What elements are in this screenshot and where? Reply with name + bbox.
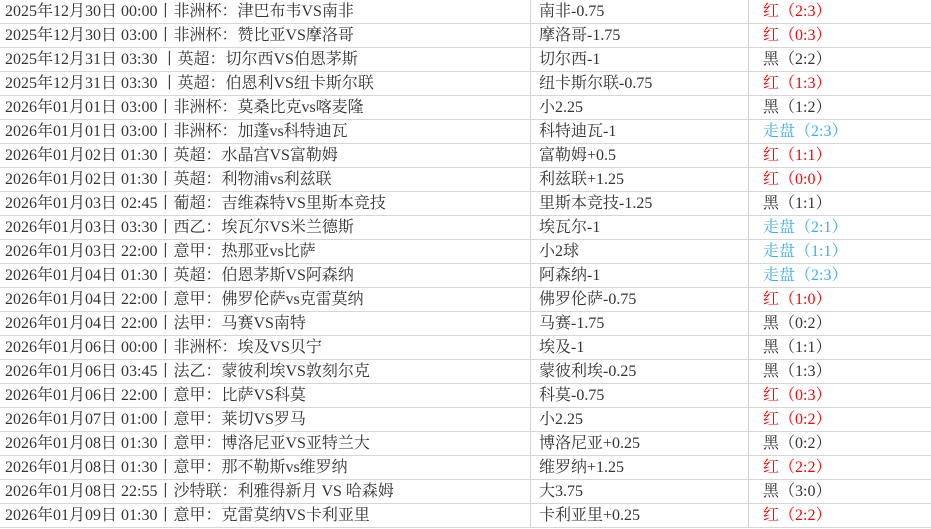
match-info-cell xyxy=(0,120,530,143)
result-cell xyxy=(748,48,931,71)
match-info-text: 2026年01月08日 22:55丨沙特联：利雅得新月 VS 哈森姆 xyxy=(5,483,394,500)
result-text: 红（1:1） xyxy=(763,147,832,164)
result-cell xyxy=(748,336,931,359)
result-text: 红（1:0） xyxy=(763,291,832,308)
result-cell xyxy=(748,120,931,143)
handicap-pick-cell xyxy=(530,168,748,191)
match-info-cell xyxy=(0,48,530,71)
handicap-pick-cell xyxy=(530,408,748,431)
handicap-pick-cell xyxy=(530,24,748,47)
table-row xyxy=(0,216,931,240)
result-cell xyxy=(748,144,931,167)
result-cell xyxy=(748,72,931,95)
table-row xyxy=(0,336,931,360)
match-info-cell xyxy=(0,312,530,335)
result-text: 黑（0:2） xyxy=(763,435,832,452)
match-info-text: 2026年01月04日 01:30丨英超：伯恩茅斯VS阿森纳 xyxy=(5,267,354,284)
match-info-cell xyxy=(0,144,530,167)
result-text: 红（0:2） xyxy=(763,411,832,428)
handicap-pick-cell xyxy=(530,120,748,143)
handicap-pick-cell xyxy=(530,240,748,263)
result-text: 黑（3:0） xyxy=(763,483,832,500)
handicap-pick-text: 埃及-1 xyxy=(539,339,585,356)
handicap-pick-text: 维罗纳+1.25 xyxy=(539,459,625,476)
match-info-text: 2026年01月01日 03:00丨非洲杯：莫桑比克vs喀麦隆 xyxy=(5,99,364,116)
match-info-text: 2026年01月03日 22:00丨意甲：热那亚vs比萨 xyxy=(5,243,316,260)
handicap-pick-cell xyxy=(530,504,748,527)
table-row xyxy=(0,120,931,144)
result-text: 走盘（2:3） xyxy=(763,123,848,140)
match-info-cell xyxy=(0,480,530,503)
result-text: 黑（2:2） xyxy=(763,51,832,68)
match-info-cell xyxy=(0,168,530,191)
handicap-pick-text: 科莫-0.75 xyxy=(539,387,605,404)
handicap-pick-cell xyxy=(530,144,748,167)
table-row xyxy=(0,240,931,264)
table-row xyxy=(0,24,931,48)
table-row xyxy=(0,360,931,384)
match-info-cell xyxy=(0,72,530,95)
table-row xyxy=(0,72,931,96)
match-info-text: 2026年01月08日 01:30丨意甲：博洛尼亚VS亚特兰大 xyxy=(5,435,370,452)
result-text: 黑（1:3） xyxy=(763,363,832,380)
handicap-pick-cell xyxy=(530,456,748,479)
handicap-pick-text: 博洛尼亚+0.25 xyxy=(539,435,641,452)
result-cell xyxy=(748,456,931,479)
match-info-text: 2025年12月31日 03:30 丨英超：伯恩利VS纽卡斯尔联 xyxy=(5,75,374,92)
handicap-pick-cell xyxy=(530,288,748,311)
result-cell xyxy=(748,360,931,383)
result-text: 走盘（1:1） xyxy=(763,243,848,260)
result-text: 红（0:3） xyxy=(763,27,832,44)
match-info-cell xyxy=(0,336,530,359)
handicap-pick-text: 小2.25 xyxy=(539,411,584,428)
table-row xyxy=(0,432,931,456)
table-row xyxy=(0,288,931,312)
handicap-pick-cell xyxy=(530,192,748,215)
handicap-pick-cell xyxy=(530,48,748,71)
match-info-text: 2026年01月02日 01:30丨英超：水晶宫VS富勒姆 xyxy=(5,147,338,164)
table-row xyxy=(0,312,931,336)
result-text: 红（2:2） xyxy=(763,459,832,476)
handicap-pick-text: 利兹联+1.25 xyxy=(539,171,625,188)
match-info-cell xyxy=(0,384,530,407)
handicap-pick-text: 马赛-1.75 xyxy=(539,315,605,332)
handicap-pick-cell xyxy=(530,384,748,407)
handicap-pick-cell xyxy=(530,360,748,383)
match-info-cell xyxy=(0,96,530,119)
result-cell xyxy=(748,24,931,47)
handicap-pick-cell xyxy=(530,0,748,23)
match-info-cell xyxy=(0,216,530,239)
result-text: 黑（0:2） xyxy=(763,315,832,332)
match-info-cell xyxy=(0,456,530,479)
match-info-cell xyxy=(0,432,530,455)
match-info-cell xyxy=(0,24,530,47)
match-info-cell xyxy=(0,288,530,311)
match-info-text: 2026年01月02日 01:30丨英超：利物浦vs利兹联 xyxy=(5,171,332,188)
table-row xyxy=(0,48,931,72)
result-text: 走盘（2:3） xyxy=(763,267,848,284)
handicap-pick-text: 小2.25 xyxy=(539,99,584,116)
result-cell xyxy=(748,480,931,503)
handicap-pick-text: 里斯本竞技-1.25 xyxy=(539,195,653,212)
result-text: 走盘（2:1） xyxy=(763,219,848,236)
table-row xyxy=(0,456,931,480)
match-info-text: 2025年12月31日 03:30 丨英超：切尔西VS伯恩茅斯 xyxy=(5,51,358,68)
match-info-cell xyxy=(0,0,530,23)
match-info-cell xyxy=(0,192,530,215)
result-cell xyxy=(748,240,931,263)
result-cell xyxy=(748,312,931,335)
result-cell xyxy=(748,192,931,215)
match-info-text: 2026年01月04日 22:00丨意甲：佛罗伦萨vs克雷莫纳 xyxy=(5,291,364,308)
match-info-text: 2026年01月03日 03:30丨西乙：埃瓦尔VS米兰德斯 xyxy=(5,219,354,236)
handicap-pick-text: 富勒姆+0.5 xyxy=(539,147,617,164)
handicap-pick-text: 佛罗伦萨-0.75 xyxy=(539,291,637,308)
handicap-pick-text: 科特迪瓦-1 xyxy=(539,123,617,140)
result-text: 红（2:2） xyxy=(763,507,832,524)
table-row xyxy=(0,384,931,408)
handicap-pick-cell xyxy=(530,336,748,359)
result-text: 黑（1:2） xyxy=(763,99,832,116)
handicap-pick-text: 大3.75 xyxy=(539,483,584,500)
handicap-pick-text: 摩洛哥-1.75 xyxy=(539,27,621,44)
handicap-pick-cell xyxy=(530,264,748,287)
match-info-cell xyxy=(0,240,530,263)
match-info-cell xyxy=(0,360,530,383)
result-text: 红（0:0） xyxy=(763,171,832,188)
match-info-text: 2025年12月30日 00:00丨非洲杯：津巴布韦VS南非 xyxy=(5,3,354,20)
result-text: 红（1:3） xyxy=(763,75,832,92)
match-info-cell xyxy=(0,408,530,431)
match-info-text: 2026年01月06日 22:00丨意甲：比萨VS科莫 xyxy=(5,387,306,404)
match-info-cell xyxy=(0,264,530,287)
handicap-pick-text: 切尔西-1 xyxy=(539,51,601,68)
match-info-text: 2025年12月30日 03:00丨非洲杯：赞比亚VS摩洛哥 xyxy=(5,27,354,44)
result-cell xyxy=(748,408,931,431)
table-row xyxy=(0,264,931,288)
result-cell xyxy=(748,384,931,407)
result-cell xyxy=(748,0,931,23)
handicap-pick-text: 南非-0.75 xyxy=(539,3,605,20)
match-info-text: 2026年01月09日 01:30丨意甲：克雷莫纳VS卡利亚里 xyxy=(5,507,370,524)
result-cell xyxy=(748,264,931,287)
handicap-pick-cell xyxy=(530,96,748,119)
result-cell xyxy=(748,96,931,119)
handicap-pick-text: 阿森纳-1 xyxy=(539,267,601,284)
result-text: 黑（1:1） xyxy=(763,339,832,356)
result-cell xyxy=(748,432,931,455)
match-info-text: 2026年01月06日 03:45丨法乙：蒙彼利埃VS敦刻尔克 xyxy=(5,363,370,380)
handicap-pick-text: 蒙彼利埃-0.25 xyxy=(539,363,637,380)
handicap-pick-text: 卡利亚里+0.25 xyxy=(539,507,641,524)
handicap-pick-cell xyxy=(530,312,748,335)
handicap-pick-text: 小2球 xyxy=(539,243,580,260)
match-info-text: 2026年01月08日 01:30丨意甲：那不勒斯vs维罗纳 xyxy=(5,459,348,476)
table-row xyxy=(0,0,931,24)
match-info-text: 2026年01月07日 01:00丨意甲：莱切VS罗马 xyxy=(5,411,306,428)
match-info-text: 2026年01月01日 03:00丨非洲杯：加蓬vs科特迪瓦 xyxy=(5,123,348,140)
handicap-pick-cell xyxy=(530,216,748,239)
match-info-text: 2026年01月04日 22:00丨法甲：马赛VS南特 xyxy=(5,315,306,332)
match-info-text: 2026年01月03日 02:45丨葡超：吉维森特VS里斯本竞技 xyxy=(5,195,386,212)
table-row xyxy=(0,96,931,120)
table-row xyxy=(0,504,931,528)
table-row xyxy=(0,144,931,168)
result-cell xyxy=(748,288,931,311)
table-row xyxy=(0,480,931,504)
result-cell xyxy=(748,216,931,239)
handicap-pick-cell xyxy=(530,432,748,455)
table-row xyxy=(0,192,931,216)
table-row xyxy=(0,408,931,432)
handicap-pick-cell xyxy=(530,480,748,503)
result-cell xyxy=(748,168,931,191)
result-cell xyxy=(748,504,931,527)
result-text: 红（0:3） xyxy=(763,387,832,404)
handicap-pick-text: 纽卡斯尔联-0.75 xyxy=(539,75,653,92)
result-text: 黑（1:1） xyxy=(763,195,832,212)
handicap-pick-text: 埃瓦尔-1 xyxy=(539,219,601,236)
table-row xyxy=(0,168,931,192)
result-text: 红（2:3） xyxy=(763,3,832,20)
match-info-cell xyxy=(0,504,530,527)
match-info-text: 2026年01月06日 00:00丨非洲杯：埃及VS贝宁 xyxy=(5,339,322,356)
handicap-pick-cell xyxy=(530,72,748,95)
